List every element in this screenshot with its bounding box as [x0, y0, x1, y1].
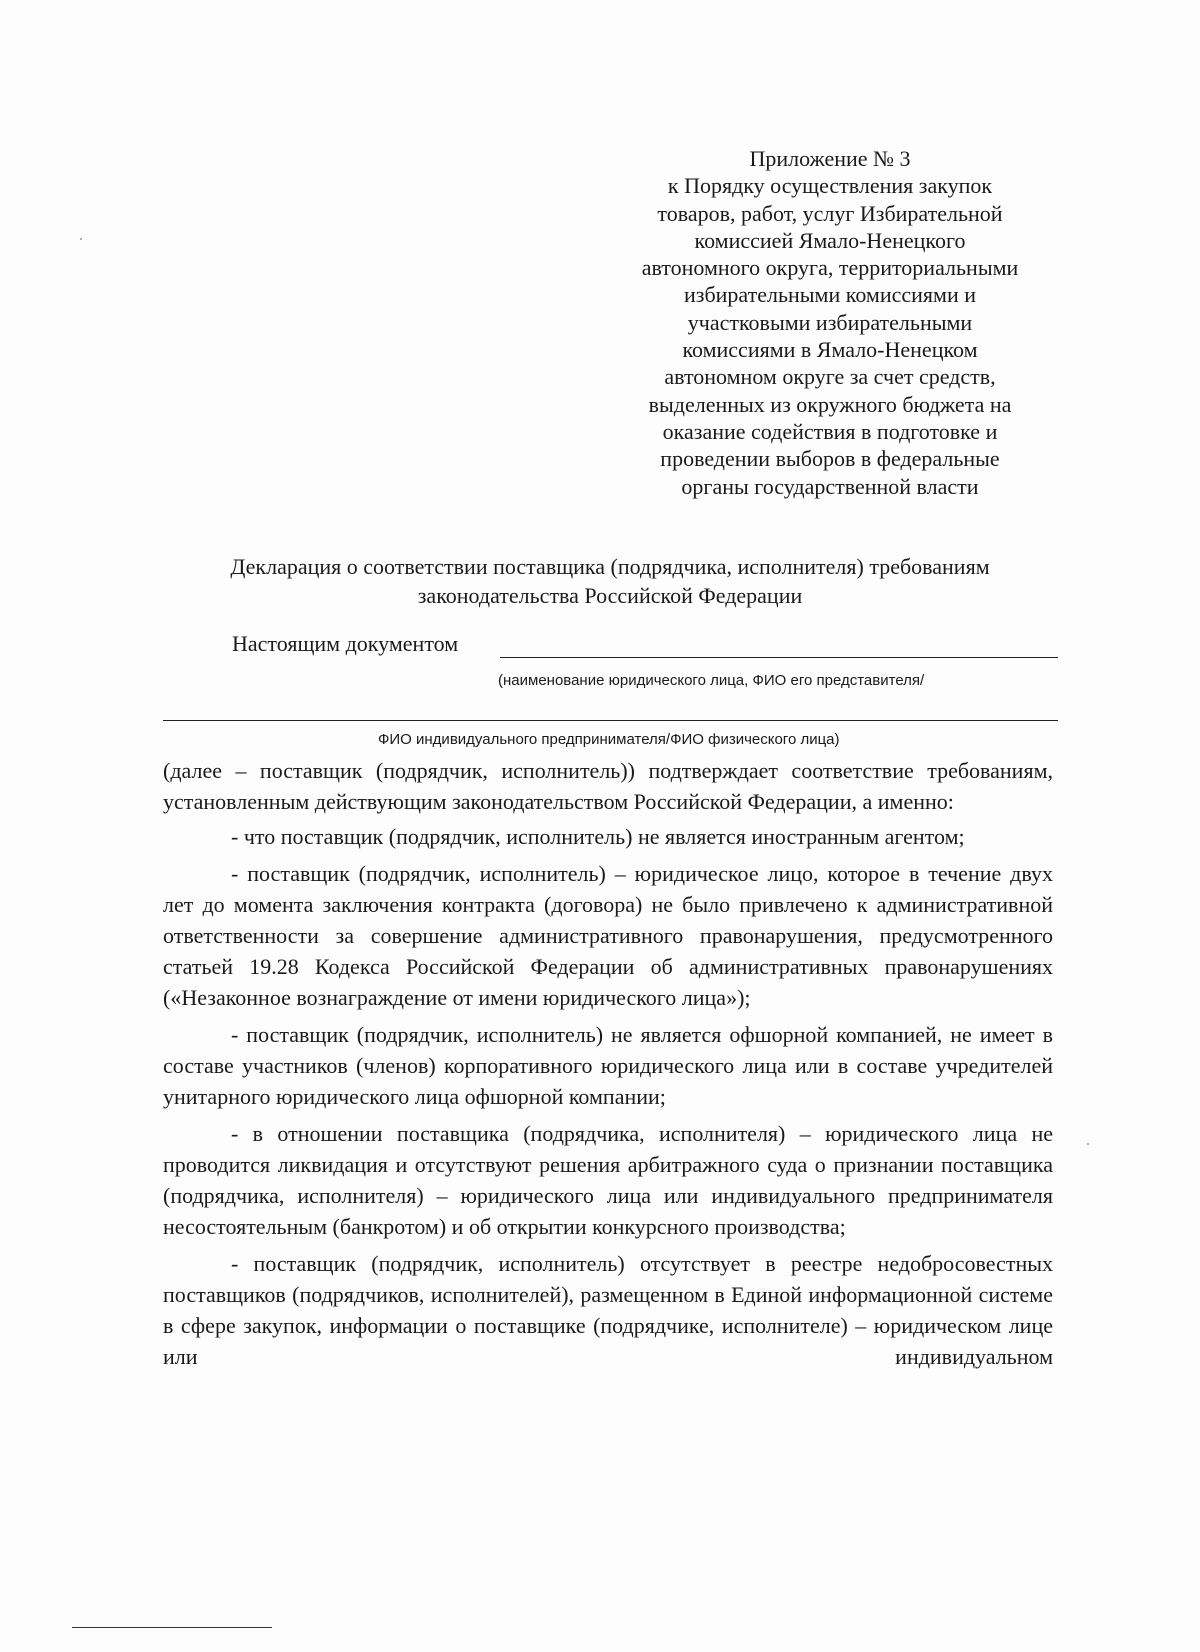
- title-line: законодательства Российской Федерации: [417, 583, 803, 608]
- intro-text: Настоящим документом: [232, 631, 459, 656]
- appendix-line: товаров, работ, услуг Избирательной: [657, 200, 1003, 226]
- scan-speck: [80, 238, 82, 240]
- appendix-line: проведении выборов в федеральные: [660, 446, 1000, 472]
- name-fill-line-2: [163, 700, 1058, 721]
- paragraph-offshore: - поставщик (подрядчик, исполнитель) не является офшорной компанией, не имеет в составе участников (членов) корпоративного юридического лица или в составе учредителей унитарного юридического лица офшорной компании;: [163, 1022, 1053, 1109]
- paragraph-intro: (далее – поставщик (подрядчик, исполнитель)) подтверждает соответствие требованиям, установленным действующим законодательством Российской Федерации, а именно:: [163, 758, 1053, 814]
- declaration-title: [150, 552, 1070, 610]
- scan-speck: [1087, 1143, 1089, 1145]
- paragraph-foreign-agent: - что поставщик (подрядчик, исполнитель) не является иностранным агентом;: [231, 824, 965, 849]
- appendix-line: автономного округа, территориальными: [641, 255, 1019, 281]
- appendix-line: избирательными комиссиями и: [683, 282, 976, 308]
- name-fill-line: [500, 626, 1058, 658]
- paragraph-liquidation: - в отношении поставщика (подрядчика, исполнителя) – юридического лица не проводится ликвидация и отсутствуют решения арбитражного суда о признании поставщика (подрядчика, исполнителя) – юридического лица или индивидуального предпринимателя несостоятельным (банкротом) и об открытии конкурсного производства;: [163, 1121, 1053, 1239]
- declaration-body: [163, 755, 1053, 1372]
- appendix-line: Приложение № 3: [749, 146, 911, 171]
- appendix-line: участковыми избирательными: [687, 309, 973, 335]
- appendix-line: комиссией Ямало-Ненецкого: [694, 227, 966, 253]
- appendix-line: автономном округе за счет средств,: [664, 364, 996, 390]
- appendix-line: комиссиями в Ямало-Ненецком: [682, 337, 978, 363]
- title-line: Декларация о соответствии поставщика (подрядчика, исполнителя) требованиям: [230, 554, 990, 579]
- footnote-rule: [72, 1627, 272, 1628]
- appendix-line: к Порядку осуществления закупок: [667, 173, 993, 199]
- paragraph-registry: - поставщик (подрядчик, исполнитель) отсутствует в реестре недобросовестных поставщиков (подрядчиков, исполнителей), размещенном в Единой информационной системе в сфере закупок, информации о поставщике (подрядчике, исполнителе) – юридическом лице или индивидуальном: [163, 1251, 1053, 1369]
- paragraph-administrative: - поставщик (подрядчик, исполнитель) – юридическое лицо, которое в течение двух лет до момента заключения контракта (договора) не было привлечено к административной ответственности за совершение административного правонарушения, предусмотренного статьей 19.28 Кодекса Российской Федерации об административных правонарушениях («Незаконное вознаграждение от имени юридического лица»);: [163, 861, 1053, 1010]
- appendix-line: органы государственной власти: [681, 473, 979, 499]
- fill-caption-2: ФИО индивидуального предпринимателя/ФИО физического лица): [378, 731, 840, 748]
- appendix-line: оказание содействия в подготовке и: [662, 418, 998, 444]
- fill-caption-1: (наименование юридического лица, ФИО его представителя/: [498, 672, 925, 689]
- appendix-line: выделенных из окружного бюджета на: [648, 391, 1012, 417]
- appendix-header: [620, 145, 1040, 500]
